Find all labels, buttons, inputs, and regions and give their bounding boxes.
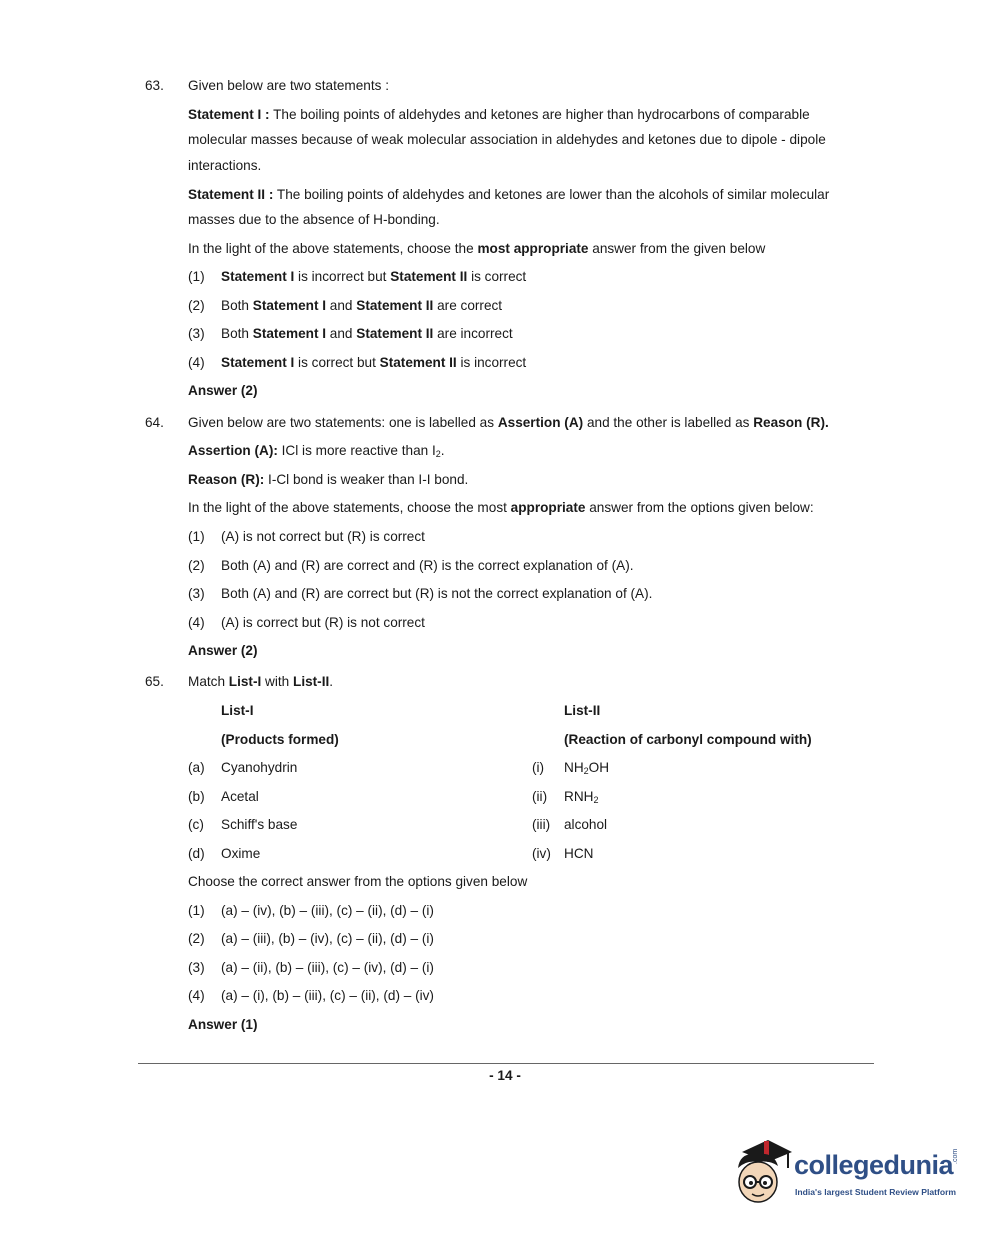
q65-option1-number: (1) (188, 903, 205, 918)
q64-option4-number: (4) (188, 615, 205, 630)
q65-list2-item-ii-number: (ii) (532, 789, 548, 804)
q65-answer: Answer (1) (188, 1017, 258, 1032)
q65-intro: Match List-I with List-II. (188, 674, 334, 689)
q65-option2-text: (a) – (iii), (b) – (iv), (c) – (ii), (d) – (i) (221, 931, 434, 946)
q64-intro: Given below are two statements: one is labelled as Assertion (A) and the other is labelled as Reason (R). (188, 415, 829, 430)
footer-divider (138, 1063, 874, 1064)
page-number: - 14 - (489, 1068, 521, 1083)
q64-prompt: In the light of the above statements, choose the most appropriate answer from the options given below: (188, 500, 814, 515)
q63-option2-number: (2) (188, 298, 205, 313)
q65-option3-text: (a) – (ii), (b) – (iii), (c) – (iv), (d) – (i) (221, 960, 434, 975)
collegedunia-logo (734, 1138, 964, 1208)
q64-assertion: Assertion (A): ICl is more reactive than $I_2$. (188, 443, 445, 459)
q63-prompt-c: answer from the given below (588, 241, 766, 256)
q65-list1-item-c: Schiff's base (221, 817, 298, 832)
q63-option4-number: (4) (188, 355, 205, 370)
q65-list2-item-iv: HCN (564, 846, 594, 861)
q65-list2-item-ii: $RNH_2$ (564, 789, 599, 805)
q63-statement2-label: Statement II : (188, 187, 274, 202)
q64-option3-number: (3) (188, 586, 205, 601)
q65-list2-title: List-II (564, 703, 601, 718)
q65-option4-text: (a) – (i), (b) – (iii), (c) – (ii), (d) – (iv) (221, 988, 434, 1003)
q63-option4-text: Statement I is correct but Statement II is incorrect (221, 355, 527, 370)
q64-number: 64. (145, 415, 164, 430)
q65-list1-item-d-number: (d) (188, 846, 205, 861)
q63-statement1-line3: interactions. (188, 158, 262, 173)
q64-option1-number: (1) (188, 529, 205, 544)
q63-option2-text: Both Statement I and Statement II are correct (221, 298, 503, 313)
q64-option1-text: (A) is not correct but (R) is correct (221, 529, 425, 544)
q63-prompt (188, 240, 765, 258)
q63-statement2-line1 (188, 186, 829, 204)
q63-statement2-text: The boiling points of aldehydes and ketones are lower than the alcohols of similar molecular (276, 187, 830, 202)
q65-list2-item-i-number: (i) (532, 760, 545, 775)
q63-statement1-line2: molecular masses because of weak molecular association in aldehydes and ketones due to dipole - dipole (188, 132, 826, 147)
q63-statement1-label: Statement I : (188, 107, 270, 122)
q65-list1-subtitle: (Products formed) (221, 732, 339, 747)
q63-statement1-line1 (188, 106, 810, 124)
q65-list2-item-i: $NH_2OH$ (564, 760, 610, 776)
q65-list1-item-b-number: (b) (188, 789, 205, 804)
q63-intro: Given below are two statements : (188, 78, 389, 93)
q65-list1-item-d: Oxime (221, 846, 261, 861)
q65-list1-item-a: Cyanohydrin (221, 760, 298, 775)
q63-prompt-a: In the light of the above statements, choose the (188, 241, 478, 256)
q65-option1-text: (a) – (iv), (b) – (iii), (c) – (ii), (d) – (i) (221, 903, 434, 918)
q64-option4-text: (A) is correct but (R) is not correct (221, 615, 425, 630)
q65-list2-subtitle: (Reaction of carbonyl compound with) (564, 732, 812, 747)
q63-statement2-line2: masses due to the absence of H-bonding. (188, 212, 440, 227)
q63-option3-number: (3) (188, 326, 205, 341)
q65-option3-number: (3) (188, 960, 205, 975)
q63-option1-text: Statement I is incorrect but Statement II is correct (221, 269, 527, 284)
q64-answer: Answer (2) (188, 643, 258, 658)
q64-option2-text: Both (A) and (R) are correct and (R) is the correct explanation of (A). (221, 558, 634, 573)
q63-statement1-text: The boiling points of aldehydes and ketones are higher than hydrocarbons of comparable (273, 107, 810, 122)
q65-choose-prompt: Choose the correct answer from the options given below (188, 874, 528, 889)
q63-answer: Answer (2) (188, 383, 258, 398)
q64-reason: Reason (R): I-Cl bond is weaker than I-I bond. (188, 472, 469, 487)
q63-number: 63. (145, 78, 164, 93)
q65-option2-number: (2) (188, 931, 205, 946)
q65-list2-item-iv-number: (iv) (532, 846, 551, 861)
q65-list1-item-b: Acetal (221, 789, 259, 804)
q65-list1-item-a-number: (a) (188, 760, 205, 775)
q63-prompt-bold: most appropriate (477, 241, 589, 256)
q65-number: 65. (145, 674, 164, 689)
q65-list2-item-iii: alcohol (564, 817, 608, 832)
q65-list1-item-c-number: (c) (188, 817, 204, 832)
q65-option4-number: (4) (188, 988, 205, 1003)
q65-list2-item-iii-number: (iii) (532, 817, 551, 832)
q64-option2-number: (2) (188, 558, 205, 573)
q65-list1-title: List-I (221, 703, 254, 718)
q64-option3-text: Both (A) and (R) are correct but (R) is not the correct explanation of (A). (221, 586, 653, 601)
q63-option3-text: Both Statement I and Statement II are incorrect (221, 326, 513, 341)
brand-tagline: India's largest Student Review Platform (795, 1187, 957, 1197)
brand-name: collegedunia (794, 1150, 954, 1180)
q63-option1-number: (1) (188, 269, 205, 284)
brand-suffix: .com (952, 1148, 959, 1164)
mascot-icon (734, 1138, 794, 1208)
